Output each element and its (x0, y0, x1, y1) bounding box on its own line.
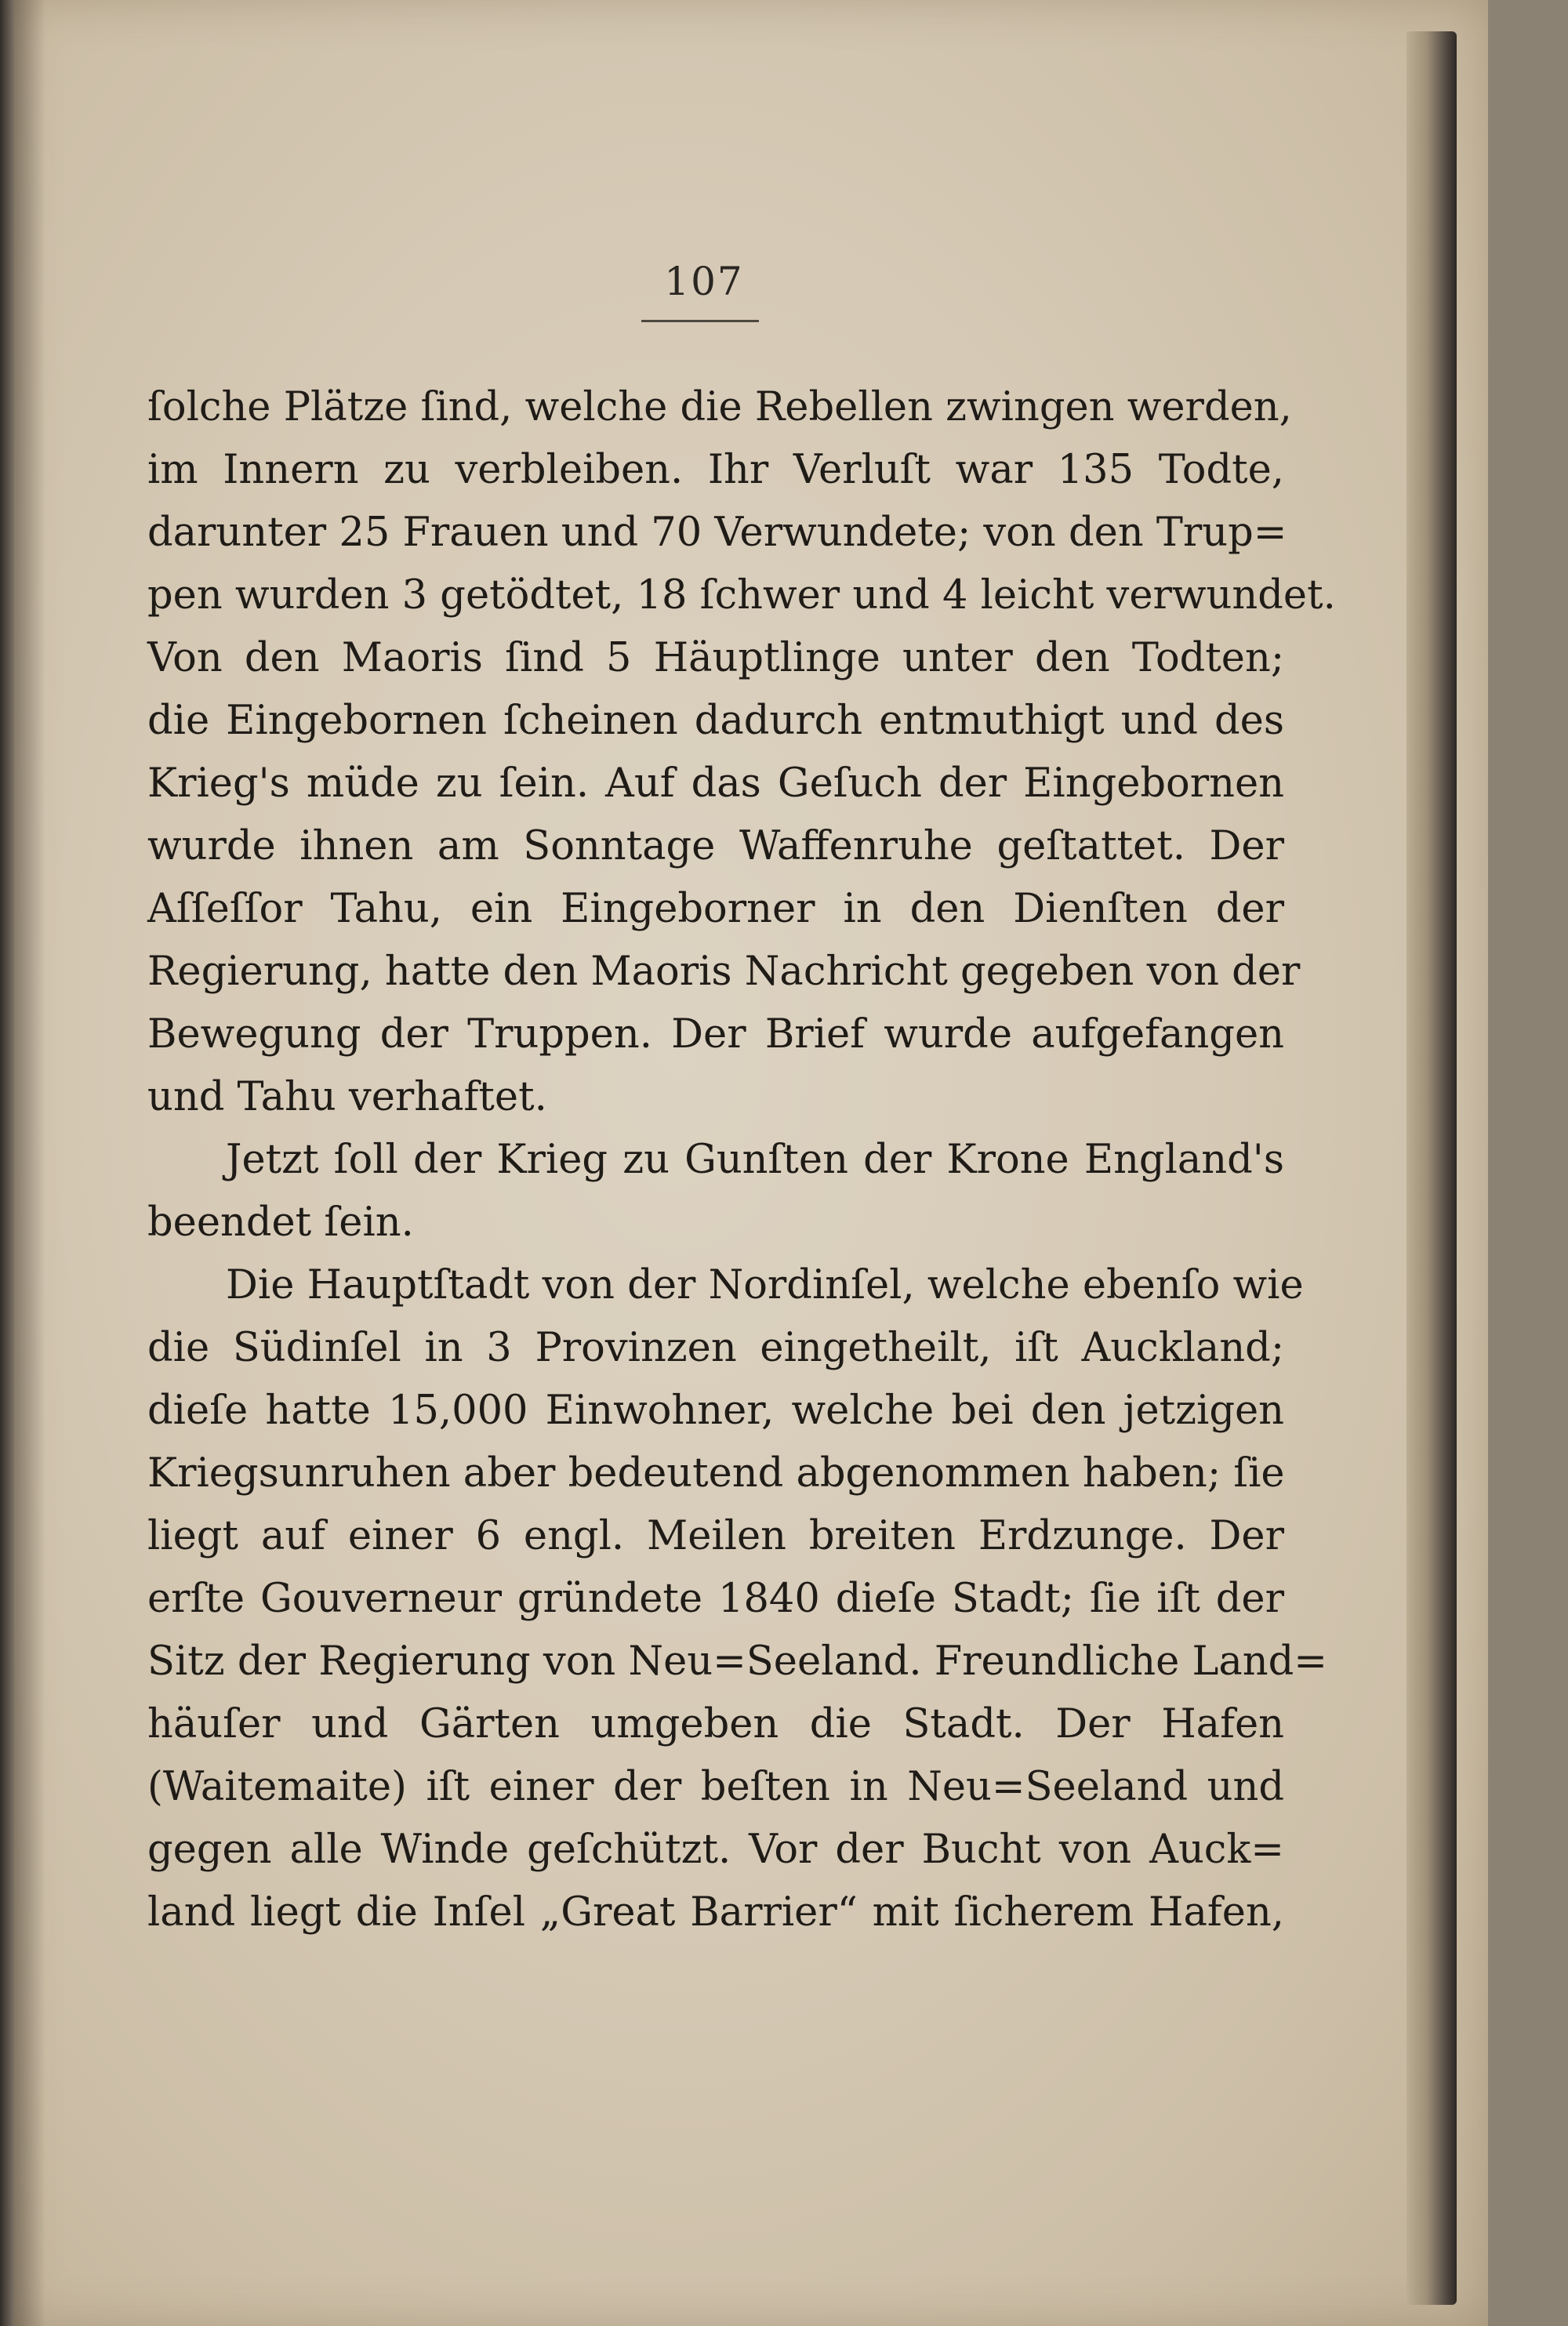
text-line: liegt auf einer 6 engl. Meilen breiten Erdzunge. Der (147, 1513, 1284, 1559)
text-line: Von den Maoris ſind 5 Häuptlinge unter den Todten; (147, 635, 1284, 681)
text-line: beendet ſein. (147, 1199, 414, 1246)
body-text (147, 376, 1336, 1944)
text-line: Krieg's müde zu ſein. Auf das Geſuch der Eingebornen (147, 760, 1284, 807)
book-page (14, 0, 1488, 2326)
text-line: land liegt die Inſel „Great Barrier“ mit ſicherem Hafen, (147, 1889, 1284, 1936)
text-line: und Tahu verhaftet. (147, 1074, 547, 1120)
text-line: (Waitemaite) iſt einer der beſten in Neu=Seeland und (147, 1764, 1284, 1810)
text-line: Jetzt ſoll der Krieg zu Gunſten der Krone England's (226, 1137, 1284, 1183)
text-line: die Eingebornen ſcheinen dadurch entmuthigt und des (147, 698, 1284, 744)
text-line: wurde ihnen am Sonntage Waffenruhe geſtattet. Der (147, 823, 1284, 869)
text-line: Die Hauptſtadt von der Nordinſel, welche ebenſo wie (226, 1262, 1304, 1308)
text-line: gegen alle Winde geſchützt. Vor der Bucht von Auck= (147, 1827, 1284, 1873)
text-line: darunter 25 Frauen und 70 Verwundete; von den Trup= (147, 510, 1287, 556)
text-line: Regierung, hatte den Maoris Nachricht gegeben von der (147, 949, 1301, 995)
text-line: die Südinſel in 3 Provinzen eingetheilt, iſt Auckland; (147, 1325, 1284, 1371)
page-number: 107 (664, 259, 744, 304)
binding-shadow (14, 0, 45, 2326)
text-line: Kriegsunruhen aber bedeutend abgenommen haben; ſie (147, 1450, 1285, 1497)
page-edge (1406, 31, 1457, 2305)
text-line: Aſſeſſor Tahu, ein Eingeborner in den Dienſten der (147, 886, 1284, 932)
page-number-rule (641, 320, 759, 322)
text-line: Bewegung der Truppen. Der Brief wurde aufgefangen (147, 1011, 1284, 1058)
text-line: ſolche Plätze ſind, welche die Rebellen zwingen werden, (147, 384, 1292, 430)
text-line: Sitz der Regierung von Neu=Seeland. Freundliche Land= (147, 1638, 1327, 1685)
text-line: dieſe hatte 15,000 Einwohner, welche bei den jetzigen (147, 1388, 1284, 1434)
text-line: im Innern zu verbleiben. Ihr Verluſt war 135 Todte, (147, 447, 1284, 493)
text-line: häuſer und Gärten umgeben die Stadt. Der Hafen (147, 1701, 1284, 1747)
text-line: erſte Gouverneur gründete 1840 dieſe Stadt; ſie iſt der (147, 1576, 1284, 1622)
text-line: pen wurden 3 getödtet, 18 ſchwer und 4 leicht verwundet. (147, 572, 1336, 619)
